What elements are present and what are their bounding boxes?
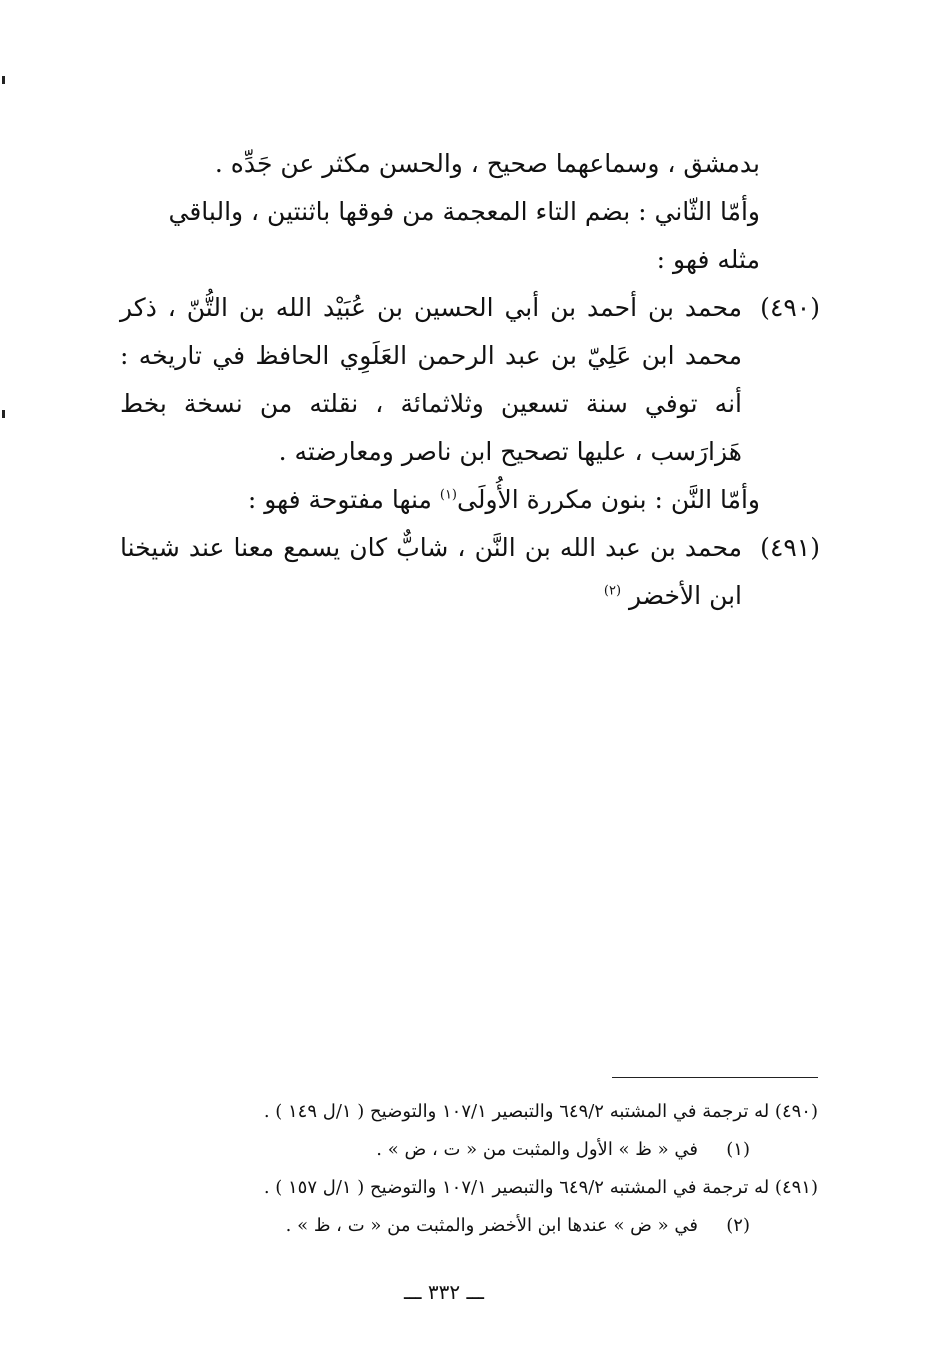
footnote-marker: (١) — [439, 487, 457, 503]
text-paragraph: وأمّا الثّاني : بضم التاء المعجمة من فوقها باثنتين ، والباقي مثله فهو : — [168, 197, 760, 274]
entry-number: (٤٩٠) — [760, 293, 820, 322]
entry-text — [120, 524, 742, 620]
footnote-separator — [612, 1077, 818, 1078]
text-segment: محمد بن عبد الله بن النَّن ، شابٌّ كان يسمع معنا عند شيخنا ابن الأخضر — [120, 533, 742, 610]
footnote-text: في « ظ » الأول والمثبت من « ت ، ض » . — [376, 1139, 698, 1160]
scan-margin-mark — [2, 76, 5, 84]
footnotes — [150, 1093, 818, 1245]
text-paragraph-nun — [120, 476, 820, 524]
footnote-label: (٢) — [726, 1215, 750, 1236]
text-line: بدمشق ، وسماعهما صحيح ، والحسن مكثر عن جَدِّه . — [214, 149, 760, 178]
footnote-marker: (٢) — [603, 583, 622, 599]
text-segment: منها مفتوحة فهو : — [247, 485, 440, 514]
footnote-text: في « ض » عندها ابن الأخضر والمثبت من « ت ، ظ » . — [285, 1215, 698, 1236]
scan-margin-mark — [2, 410, 5, 418]
main-text — [120, 140, 820, 620]
entry-text: محمد بن أحمد بن أبي الحسين بن عُبَيْد الله بن التُّنّ ، ذكر محمد ابن عَلِيّ بن عبد الرحمن العَلَوِي الحافظ في تاريخه : أنه توفي سنة تسعين وثلاثمائة ، نقلته من نسخة بخط هَزارَسب ، عليها تصحيح ابن ناصر ومعارضته . — [120, 293, 742, 466]
footnote: (٤٩٠) له ترجمة في المشتبه ٦٤٩/٢ والتبصير ١٠٧/١ والتوضيح ( ١/ل ١٤٩ ) . — [263, 1101, 818, 1122]
page-number: ـــ ٣٣٢ ـــ — [403, 1280, 485, 1304]
entry-490 — [120, 284, 820, 476]
footnote — [150, 1131, 818, 1169]
entry-491 — [120, 524, 820, 620]
footnote — [150, 1207, 818, 1245]
footnote-label: (١) — [726, 1139, 750, 1160]
text-segment: وأمّا النَّن : بنون مكررة الأُولَى — [457, 485, 760, 514]
footnote: (٤٩١) له ترجمة في المشتبه ٦٤٩/٢ والتبصير ١٠٧/١ والتوضيح ( ١/ل ١٥٧ ) . — [263, 1177, 818, 1198]
entry-number: (٤٩١) — [760, 533, 820, 562]
